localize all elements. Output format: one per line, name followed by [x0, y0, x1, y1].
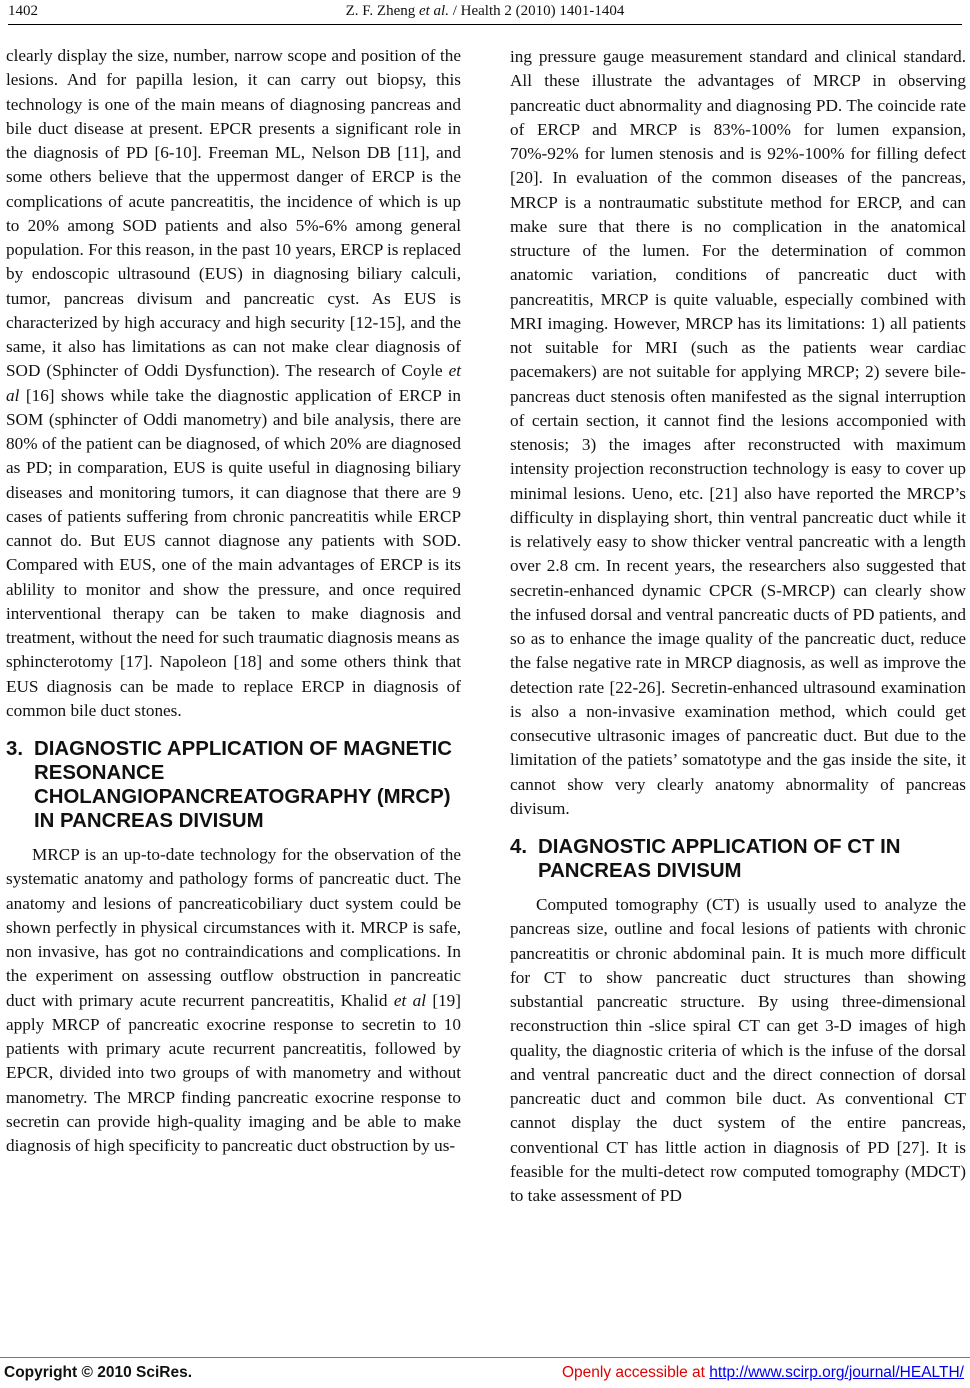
journal-link[interactable]: http://www.scirp.org/journal/HEALTH/ [709, 1364, 964, 1381]
paragraph-mrcp: MRCP is an up-to-date technology for the observation of the systematic anatomy and pathology forms of pancreatic duct. The anatomy and lesions of pancreaticobiliary duct system could be shown perfectly in physical circumstances with it. MRCP is safe, non invasive, has got no contraindications and complications. In the experiment on assessing outflow obstruction in pancreatic duct with primary acute recurrent pancreatitis, Khalid et al [19] apply MRCP of pancreatic exocrine response to secretin to 10 patients with primary acute recurrent pancreatitis, followed by EPCR, divided into two groups of with manometry and without manometry. The MRCP finding pancreatic exocrine response to secretin can provide high-quality imaging and be able to make diagnosis of high specificity to pancreatic duct obstruction by us- [6, 845, 462, 1155]
running-header [8, 0, 962, 22]
page-number: 1402 [8, 3, 38, 19]
section-3-heading: 3. DIAGNOSTIC APPLICATION OF MAGNETIC RESONANCE CHOLANGIOPANCREATOGRAPHY (MRCP) IN PANCREAS DIVISUM [6, 738, 452, 832]
paragraph-sphincterotomy: sphincterotomy [17]. Napoleon [18] and some others think that EUS diagnosis can be made to replace ERCP in diagnosis of common bile duct stones. [6, 652, 461, 720]
paragraph-mrcp-continued: ing pressure gauge measurement standard and clinical standard. All these illustrate the advantages of MRCP in observing pancreatic duct abnormality and diagnosing PD. The coincide rate of ERCP and MRCP is 83%-100% for lumen expansion, 70%-92% for lumen stenosis and is 92%-100% for filling defect [20]. In evaluation of the common diseases of the pancreas, MRCP is a nontraumatic substitute method for ERCP, and can make sure that there is no complication in the anatomical structure of the lumen. For the determination of common anatomic variation, conditions of pancreatic duct with pancreatitis, MRCP is quite valuable, especially combined with MRI imaging. However, MRCP has its limitations: 1) all patients not suitable for MRI (such as the patients wear cardiac pacemakers) are not suitable for applying MRCP; 2) severe bile-pancreas duct stenosis often manifested as the signal interruption of certain section, it cannot find the lesions accomponied with stenosis; 3) the images after reconstructed with maximum intensity projection reconstruction technology is easy to cover up minimal lesions. Ueno, etc. [21] also have reported the MRCP’s difficulty in displaying short, thin ventral pancreatic duct while it is relatively easy to show thicker ventral pancreatic with a length over 2.8 cm. In recent years, the researchers also suggested that secretin-enhanced dynamic CPCR (S-MRCP) can clearly show the infused dorsal and ventral pancreatic ducts of PD patients, and so as to enhance the image quality of the pancreatic duct, reduce the false negative rate in MRCP diagnosis, as well as improve the detection rate [22-26]. Secretin-enhanced ultrasound examination is also a non-invasive examination method, which could get consecutive ultrasonic images of pancreatic duct. But due to the limitation of the patiets’ somatotype and the gas inside the site, it cannot show very clearly anatomy abnormality of pancreas divisum. [510, 47, 966, 818]
left-column [6, 44, 461, 1158]
section-4-heading: 4. DIAGNOSTIC APPLICATION OF CT IN PANCREAS DIVISUM [510, 836, 901, 882]
page-footer [4, 1362, 964, 1384]
copyright-notice: Copyright © 2010 SciRes. [4, 1364, 193, 1381]
header-rule [8, 24, 962, 25]
footer-rule [0, 1357, 970, 1358]
paragraph-ct: Computed tomography (CT) is usually used to analyze the pancreas size, outline and focal lesions of patients with chronic pancreatitis or chronic abdominal pain. It is much more difficult for CT to show pancreatic duct structures than showing substantial pancreatic structure. By using three-dimensional reconstruction thin -slice spiral CT can get 3-D images of high quality, the diagnostic criteria of which is the infuse of the dorsal and ventral pancreatic duct and the direct connection of dorsal pancreatic duct and common bile duct. As conventional CT cannot display the duct system of the entire pancreas, conventional CT has little action in diagnosis of PD [27]. It is feasible for the multi-detect row computed tomography (MDCT) to take assessment of PD [510, 895, 966, 1205]
running-citation: Z. F. Zheng et al. / Health 2 (2010) 1401-1404 [345, 3, 625, 19]
paragraph-ercp-eus: clearly display the size, number, narrow scope and position of the lesions. And for papilla lesion, it can carry out biopsy, this technology is one of the main means of diagnosing pancreas and bile duct disease at present. EPCR presents a significant role in the diagnosis of PD [6-10]. Freeman ML, Nelson DB [11], and some others believe that the uppermost danger of ERCP is the complications of acute pancreatitis, the incidence of which is up to 20% among SOD patients and also 5%-6% among general population. For this reason, in the past 10 years, ERCP is replaced by endoscopic ultrasound (EUS) in diagnosing biliary calculi, tumor, pancreas divisum and pancreatic cyst. As EUS is characterized by high accuracy and high security [12-15], and the same, it also has limitations as can not make clear diagnosis of SOD (Sphincter of Oddi Dysfunction). The research of Coyle et al [16] shows while take the diagnostic application of ERCP in SOM (sphincter of Oddi manometry) and bile analysis, there are 80% of the patient can be diagnosed, of which 20% are diagnosed as PD; in comparation, EUS is quite useful in diagnosing biliary diseases and monitoring tumors, it can diagnose that there are 9 cases of patients suffering from chronic pancreatitis while ERCP cannot do. But EUS cannot diagnose any patients with SOD. Compared with EUS, one of the main advantages of ERCP is its ablility to monitor and show the pressure, and once required interventional therapy can be taken to make diagnosis and treatment, without the need for such traumatic diagnosis means as [6, 46, 461, 647]
right-column [510, 45, 966, 1208]
open-access-notice: Openly accessible at http://www.scirp.org/journal/HEALTH/ [561, 1364, 964, 1381]
